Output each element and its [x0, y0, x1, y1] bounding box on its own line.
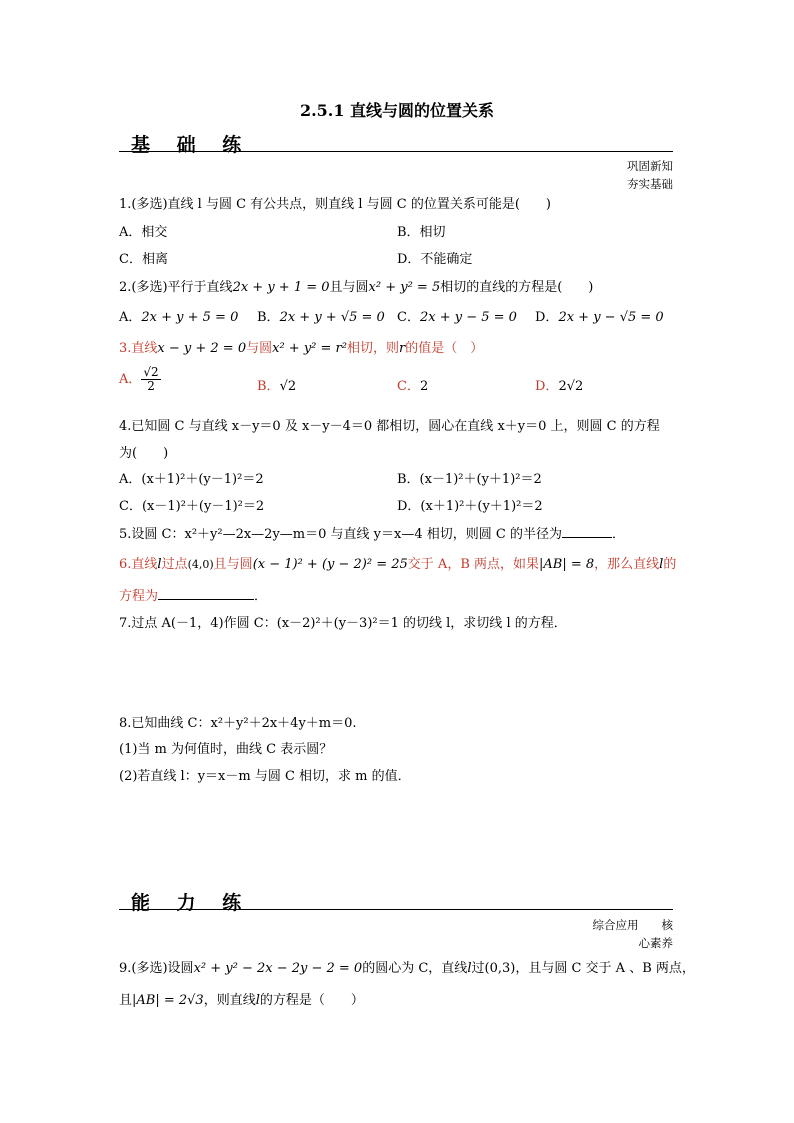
q6-line-var-2: l — [659, 557, 664, 572]
q6-stem-e: ，那么直线 — [594, 557, 660, 572]
q3-variable: r — [398, 341, 406, 356]
q9-stem-b: 的圆心为 C，直线 — [362, 961, 468, 976]
q6-stem-f: 的 — [663, 557, 677, 572]
question-2-option-d: D．2x + y − √5 = 0 — [535, 310, 664, 325]
q6-stem-b: 过点 — [161, 557, 188, 572]
answer-blank[interactable] — [158, 587, 254, 600]
section2-tag-line1: 综合应用 核 — [592, 918, 673, 932]
question-6-stem-line1 — [119, 553, 676, 572]
question-1-option-b: B．相切 — [397, 225, 446, 240]
question-2-option-c: C．2x + y − 5 = 0 — [397, 310, 517, 325]
question-4-option-a: A．(x＋1)²＋(y－1)²＝2 — [119, 472, 264, 487]
q2-stem-c: 相切的直线的方程是( ) — [440, 280, 594, 295]
question-8-stem: 8.已知曲线 C：x²＋y²＋2x＋4y＋m＝0. — [119, 716, 357, 731]
page-title: 2.5.1 直线与圆的位置关系 — [299, 101, 495, 120]
question-4-option-d: D．(x＋1)²＋(y＋1)²＝2 — [397, 499, 543, 514]
answer-blank[interactable] — [562, 525, 612, 538]
q3-stem-d: 的值是（ ） — [405, 341, 484, 356]
q3-circle-equation: x² + y² = r² — [272, 341, 347, 356]
question-9-stem-line1 — [119, 957, 695, 976]
q6-line2-text: 方程为 — [119, 589, 159, 604]
question-3-option-d: D．2√2 — [535, 379, 584, 394]
question-9-stem-line2 — [119, 989, 364, 1008]
question-4-option-c: C．(x－1)²＋(y－1)²＝2 — [119, 499, 265, 514]
q9-line-var-2: l — [255, 993, 260, 1008]
question-4-option-b: B．(x－1)²＋(y＋1)²＝2 — [397, 472, 542, 487]
q3-a-denominator: 2 — [147, 379, 155, 393]
q6-stem-c: 且与圆 — [213, 557, 253, 572]
q3-b-value: √2 — [279, 379, 297, 394]
section-divider — [119, 151, 673, 152]
q2-circle-equation: x² + y² = 5 — [368, 280, 441, 295]
q6-line-var: l — [157, 557, 162, 572]
q2-b-eq: 2x + y + √5 = 0 — [279, 310, 385, 325]
q6-end: ． — [254, 589, 268, 604]
question-2-option-b: B．2x + y + √5 = 0 — [257, 310, 385, 325]
q3-d-value: 2√2 — [558, 379, 584, 394]
q9-stem-c: 过 — [471, 961, 485, 976]
q6-stem-d: 交于 A，B 两点，如果 — [407, 557, 540, 572]
q3-stem-a: 3.直线 — [119, 341, 158, 356]
question-1-stem: 1.(多选)直线 l 与圆 C 有公共点，则直线 l 与圆 C 的位置关系可能是( ) — [119, 197, 551, 212]
question-4-stem-line2: 为( ) — [119, 446, 169, 461]
question-8-part-1: (1)当 m 为何值时，曲线 C 表示圆？ — [119, 742, 333, 757]
q3-stem-b: 与圆 — [246, 341, 273, 356]
question-4-stem-line1: 4.已知圆 C 与直线 x－y＝0 及 x－y－4＝0 都相切，圆心在直线 x＋y＝0 上，则圆 C 的方程 — [119, 419, 660, 434]
question-6-stem-line2 — [119, 585, 267, 604]
section-heading-ability: 能 力 练 — [131, 892, 252, 914]
question-1-option-c: C．相离 — [119, 252, 168, 267]
question-3-option-a: A． $\frac{√2}{2}$ — [119, 365, 159, 393]
q2-stem-b: 且与圆 — [329, 280, 369, 295]
question-1-option-d: D．不能确定 — [397, 252, 473, 267]
question-8-part-2: (2)若直线 l：y＝x－m 与圆 C 相切，求 m 的值． — [119, 769, 411, 784]
q3-c-value: 2 — [419, 379, 429, 394]
section-tag-line1: 巩固新知 — [627, 159, 673, 173]
section-heading-basic: 基 础 练 — [131, 134, 252, 156]
question-2-stem — [119, 276, 593, 295]
section-divider — [119, 909, 673, 910]
q6-point: (4,0) — [187, 558, 214, 571]
q9-line-var: l — [467, 961, 472, 976]
q2-stem-a: 2.(多选)平行于直线 — [119, 280, 233, 295]
q6-chord-length: |AB| = 8 — [539, 557, 595, 572]
q5-stem-text: 5.设圆 C：x²＋y²—2x—2y—m＝0 与直线 y＝x—4 相切，则圆 C 的半径为 — [119, 527, 562, 542]
question-3-option-c: C．2 — [397, 379, 429, 394]
q6-stem-a: 6.直线 — [119, 557, 158, 572]
q3-line-equation: x − y + 2 = 0 — [157, 341, 247, 356]
q6-circle-equation: (x − 1)² + (y − 2)² = 25 — [252, 557, 408, 572]
q9-stem-d: ，且与圆 C 交于 A 、B 两点， — [515, 961, 695, 976]
question-7-stem: 7.过点 A(－1，4)作圆 C：(x－2)²＋(y－3)²＝1 的切线 l，求切线 l 的方程． — [119, 616, 567, 631]
question-1-option-a: A．相交 — [119, 225, 168, 240]
q9-line2-b: ，则直线 — [203, 993, 256, 1008]
q3-stem-c: 相切，则 — [346, 341, 399, 356]
q9-circle-equation: x² + y² − 2x − 2y − 2 = 0 — [193, 961, 363, 976]
q9-line2-c: 的方程是（ ） — [259, 993, 364, 1008]
question-5-stem — [119, 523, 625, 542]
section-tag-line2: 夯实基础 — [627, 177, 673, 191]
section2-tag-line2: 心素养 — [638, 936, 673, 950]
question-2-option-a: A．2x + y + 5 = 0 — [119, 310, 239, 325]
q2-d-eq: 2x + y − √5 = 0 — [558, 310, 664, 325]
q9-line2-a: 且 — [119, 993, 133, 1008]
q9-chord-length: |AB| = 2√3 — [132, 993, 204, 1008]
q2-line-equation: 2x + y + 1 = 0 — [232, 280, 330, 295]
q5-end: ． — [611, 527, 625, 542]
q9-point: (0,3) — [484, 961, 516, 976]
q2-c-eq: 2x + y − 5 = 0 — [419, 310, 517, 325]
q2-a-eq: 2x + y + 5 = 0 — [141, 310, 239, 325]
question-3-option-b: B．√2 — [257, 379, 297, 394]
question-3-stem — [119, 337, 483, 356]
q3-a-numerator: √2 — [143, 365, 159, 379]
q9-stem-a: 9.(多选)设圆 — [119, 961, 194, 976]
